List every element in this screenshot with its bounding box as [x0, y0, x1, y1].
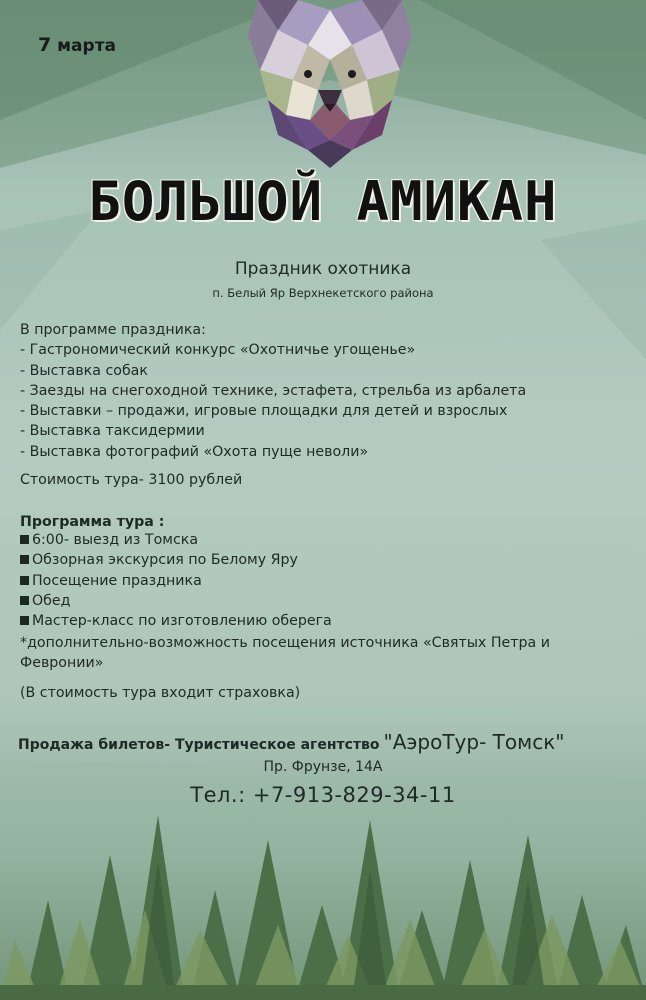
poster-title: БОЛЬШОЙ АМИКАН: [88, 170, 558, 233]
agency-name: "АэроТур- Томск": [383, 730, 565, 754]
forest-trees-icon: [0, 800, 646, 1000]
date-day: 7: [38, 34, 52, 56]
sales-label: Продажа билетов- Туристическое агентство: [18, 737, 380, 753]
square-bullet-icon: [20, 576, 29, 585]
phone-number: Тел.: +7-913-829-34-11: [190, 783, 456, 807]
list-item: 6:00- выезд из Томска: [20, 530, 332, 550]
program-intro: В программе праздника:: [20, 322, 206, 338]
program-item: - Выставка фотографий «Охота пуще неволи»: [20, 443, 369, 460]
square-bullet-icon: [20, 596, 29, 605]
list-item: Посещение праздника: [20, 571, 332, 591]
list-item: Мастер-класс по изготовлению оберега: [20, 611, 332, 631]
program-item: - Выставка таксидермии: [20, 423, 205, 440]
square-bullet-icon: [20, 535, 29, 544]
square-bullet-icon: [20, 616, 29, 625]
event-location: п. Белый Яр Верхнекетского района: [212, 286, 434, 300]
program-item: - Гастрономический конкурс «Охотничье угощенье»: [20, 342, 416, 359]
ticket-sales: [18, 730, 564, 754]
list-item: Обзорная экскурсия по Белому Яру: [20, 550, 332, 570]
poster-subtitle: Праздник охотника: [234, 259, 412, 279]
square-bullet-icon: [20, 555, 29, 564]
program-item: - Выставки – продажи, игровые площадки для детей и взрослых: [20, 403, 508, 420]
tour-heading: Программа тура :: [20, 514, 165, 530]
additional-note: *дополнительно-возможность посещения источника «Святых Петра и Февронии»: [20, 635, 550, 672]
event-date: [38, 34, 116, 56]
festival-program: [20, 320, 526, 462]
insurance-note: (В стоимость тура входит страховка): [20, 685, 301, 701]
tour-program-list: [20, 530, 332, 631]
tour-cost: Стоимость тура- 3100 рублей: [20, 472, 243, 488]
agency-address: Пр. Фрунзе, 14А: [263, 759, 383, 775]
program-item: - Заезды на снегоходной технике, эстафета, стрельба из арбалета: [20, 382, 527, 399]
list-item: Обед: [20, 591, 332, 611]
date-month: марта: [57, 36, 117, 56]
program-item: - Выставка собак: [20, 362, 148, 379]
bear-logo-icon: [238, 0, 422, 168]
